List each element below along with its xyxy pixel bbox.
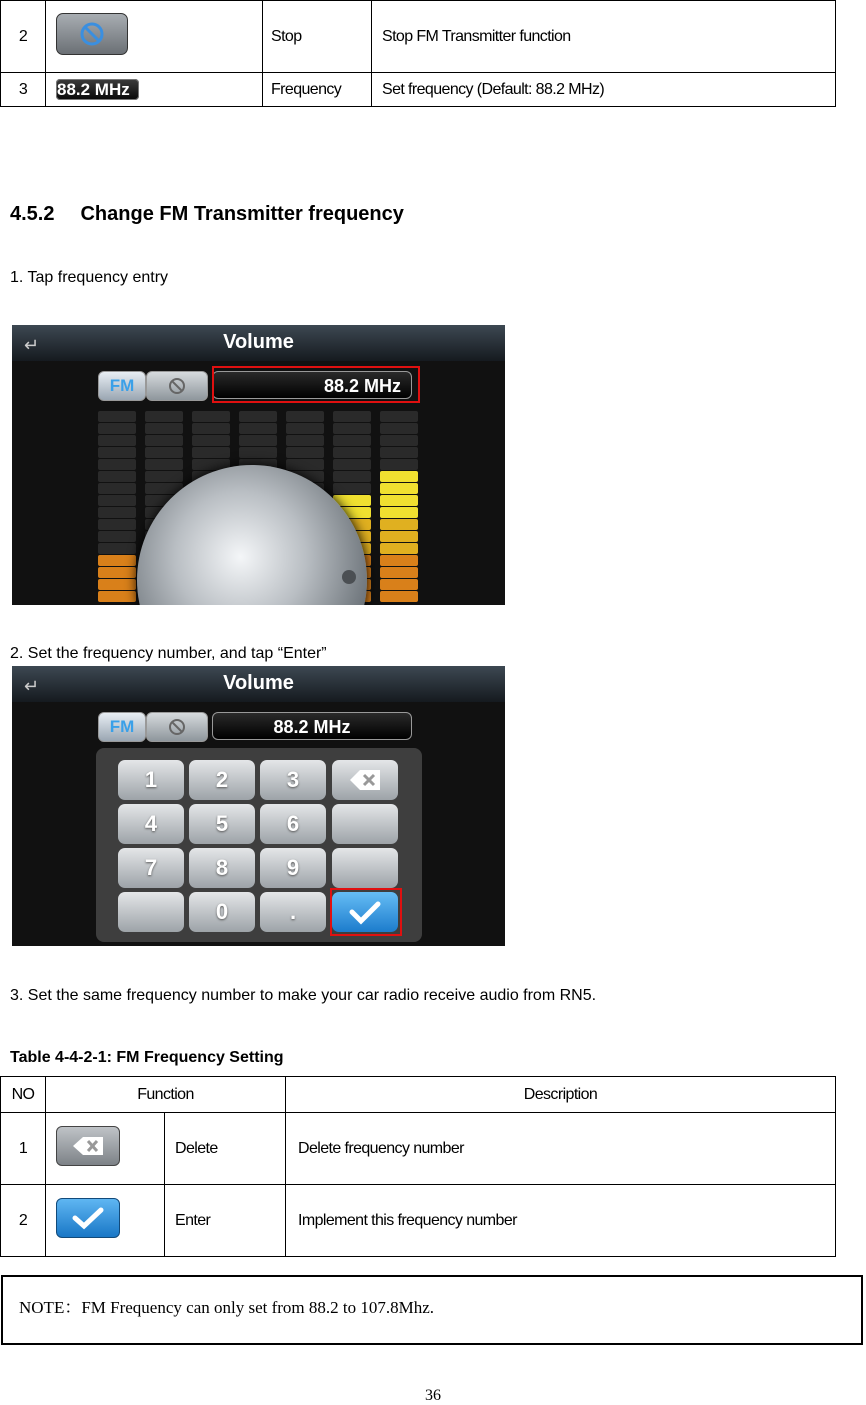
header-no: NO [1, 1077, 46, 1113]
header-function: Function [46, 1077, 286, 1113]
row-no: 3 [1, 73, 46, 107]
eq-cell [333, 459, 371, 470]
blank-key [332, 848, 398, 888]
row-description: Delete frequency number [286, 1113, 836, 1185]
stop-icon [147, 372, 207, 400]
screen-title: Volume [223, 672, 294, 694]
eq-cell [380, 567, 418, 578]
eq-cell [192, 447, 230, 458]
eq-cell [98, 423, 136, 434]
volume-screenshot-1 [12, 325, 505, 605]
key-2[interactable]: 2 [189, 760, 255, 800]
section-number: 4.5.2 [10, 203, 55, 225]
row-description: Stop FM Transmitter function [372, 1, 836, 73]
eq-cell [333, 435, 371, 446]
eq-cell [192, 435, 230, 446]
eq-cell [145, 471, 183, 482]
eq-cell [380, 531, 418, 542]
eq-cell [98, 495, 136, 506]
eq-cell [98, 555, 136, 566]
row-function: Stop [263, 1, 372, 73]
eq-cell [286, 435, 324, 446]
blank-key [118, 892, 184, 932]
delete-key[interactable] [332, 760, 398, 800]
eq-cell [380, 591, 418, 602]
header-description: Description [286, 1077, 836, 1113]
eq-cell [333, 447, 371, 458]
row-function: Frequency [263, 73, 372, 107]
eq-cell [380, 543, 418, 554]
row-no: 1 [1, 1113, 46, 1185]
top-function-table [0, 0, 836, 107]
key-8[interactable]: 8 [189, 848, 255, 888]
eq-cell [98, 567, 136, 578]
eq-cell [333, 471, 371, 482]
eq-cell [145, 435, 183, 446]
blank-key [332, 804, 398, 844]
row-description: Implement this frequency number [286, 1185, 836, 1257]
eq-cell [380, 471, 418, 482]
delete-icon-cell [46, 1113, 165, 1185]
key-1[interactable]: 1 [118, 760, 184, 800]
backspace-icon [332, 760, 398, 800]
fm-button[interactable]: FM [98, 712, 146, 742]
eq-cell [145, 459, 183, 470]
back-arrow-icon: ↵ [24, 335, 40, 355]
eq-cell [333, 423, 371, 434]
eq-cell [239, 447, 277, 458]
eq-cell [286, 459, 324, 470]
eq-cell [380, 507, 418, 518]
eq-cell [380, 447, 418, 458]
stop-button[interactable] [146, 712, 208, 742]
table-row [1, 1185, 836, 1257]
table-row [1, 1, 836, 73]
table-header-row [1, 1077, 836, 1113]
eq-cell [98, 435, 136, 446]
eq-cell [98, 519, 136, 530]
eq-cell [380, 423, 418, 434]
row-function: Delete [165, 1113, 286, 1185]
eq-cell [98, 591, 136, 602]
key-4[interactable]: 4 [118, 804, 184, 844]
eq-cell [98, 447, 136, 458]
number-keypad [96, 748, 422, 942]
key-5[interactable]: 5 [189, 804, 255, 844]
row-no: 2 [1, 1185, 46, 1257]
eq-cell [239, 411, 277, 422]
eq-cell [98, 483, 136, 494]
eq-cell [145, 411, 183, 422]
stop-icon [56, 13, 128, 55]
frequency-entry[interactable]: 88.2 MHz [212, 371, 412, 399]
row-function: Enter [165, 1185, 286, 1257]
stop-button[interactable] [146, 371, 208, 401]
fm-button[interactable]: FM [98, 371, 146, 401]
frequency-highlight [212, 366, 420, 403]
step-3-text: 3. Set the same frequency number to make your car radio receive audio from RN5. [10, 987, 597, 1004]
eq-cell [98, 531, 136, 542]
key-dot[interactable]: . [260, 892, 326, 932]
eq-cell [98, 459, 136, 470]
section-heading [10, 203, 404, 226]
enter-icon [56, 1198, 120, 1238]
eq-cell [98, 507, 136, 518]
row-description: Set frequency (Default: 88.2 MHz) [372, 73, 836, 107]
key-3[interactable]: 3 [260, 760, 326, 800]
frequency-entry[interactable]: 88.2 MHz [212, 712, 412, 740]
section-title: Change FM Transmitter frequency [80, 203, 404, 225]
fm-frequency-table [0, 1076, 836, 1257]
page-number: 36 [425, 1387, 441, 1404]
volume-screenshot-2 [12, 666, 505, 946]
frequency-display-icon: 88.2 MHz [56, 79, 139, 100]
eq-cell [333, 483, 371, 494]
eq-cell [380, 435, 418, 446]
eq-cell [192, 411, 230, 422]
key-7[interactable]: 7 [118, 848, 184, 888]
stop-icon-cell [46, 1, 263, 73]
stop-icon [147, 713, 207, 741]
eq-cell [98, 471, 136, 482]
eq-cell [380, 555, 418, 566]
delete-icon [56, 1126, 120, 1166]
enter-icon-cell [46, 1185, 165, 1257]
eq-cell [192, 423, 230, 434]
eq-cell [98, 579, 136, 590]
eq-cell [286, 423, 324, 434]
row-no: 2 [1, 1, 46, 73]
eq-cell [98, 411, 136, 422]
eq-cell [98, 543, 136, 554]
frequency-icon-cell [46, 73, 263, 107]
eq-cell [380, 519, 418, 530]
step-1-text: 1. Tap frequency entry [10, 269, 169, 286]
table-row [1, 73, 836, 107]
enter-highlight [330, 888, 402, 936]
note-box [1, 1275, 863, 1345]
key-0[interactable]: 0 [189, 892, 255, 932]
eq-cell [239, 435, 277, 446]
eq-cell [380, 411, 418, 422]
eq-cell [145, 423, 183, 434]
eq-cell [380, 459, 418, 470]
eq-cell [333, 411, 371, 422]
eq-cell [380, 483, 418, 494]
note-text: NOTE：FM Frequency can only set from 88.2 to 107.8Mhz. [19, 1298, 435, 1317]
step-2-text: 2. Set the frequency number, and tap “Enter” [10, 645, 327, 662]
eq-cell [286, 447, 324, 458]
eq-cell [380, 495, 418, 506]
table-caption: Table 4-4-2-1: FM Frequency Setting [10, 1049, 284, 1066]
eq-cell [145, 447, 183, 458]
eq-cell [286, 411, 324, 422]
knob-indicator [342, 570, 356, 584]
screen-title: Volume [223, 331, 294, 353]
eq-cell [239, 423, 277, 434]
eq-cell [380, 579, 418, 590]
table-row [1, 1113, 836, 1185]
back-arrow-icon: ↵ [24, 676, 40, 696]
key-6[interactable]: 6 [260, 804, 326, 844]
key-9[interactable]: 9 [260, 848, 326, 888]
